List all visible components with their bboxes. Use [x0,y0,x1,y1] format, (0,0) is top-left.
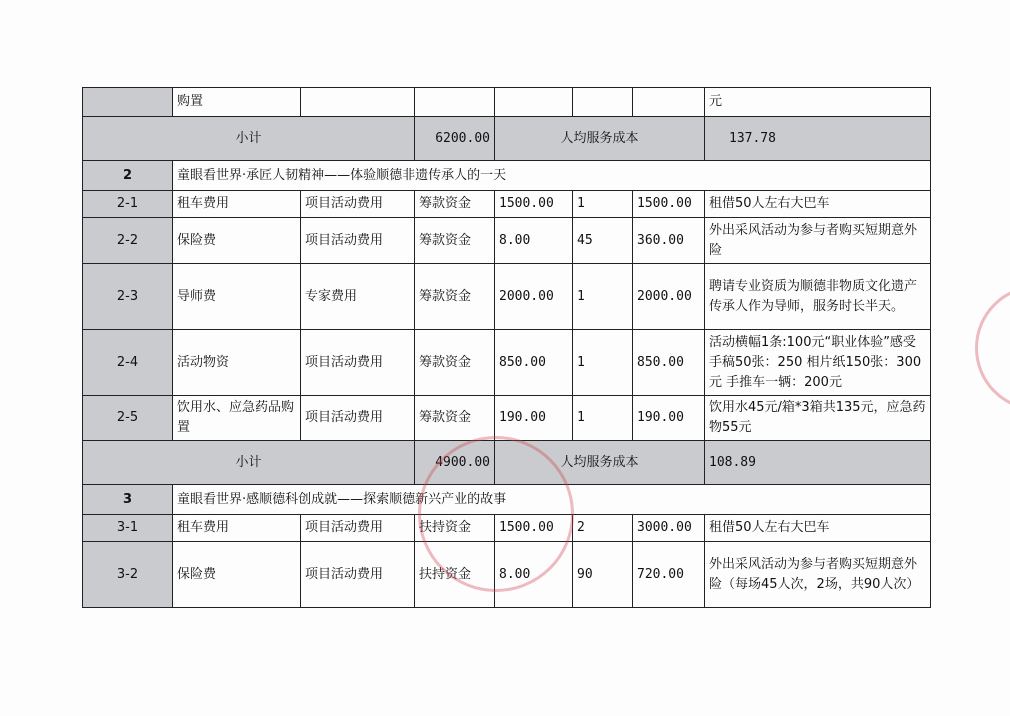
price-cell: 8.00 [495,542,573,608]
qty-cell: 90 [573,542,633,608]
section-row [83,161,931,191]
total-cell: 3000.00 [633,515,705,542]
note-cell: 聘请专业资质为顺德非物质文化遗产传承人作为导师，服务时长半天。 [705,264,931,330]
index-cell: 2-1 [83,191,173,218]
qty-cell: 1 [573,330,633,396]
table-row [83,330,931,396]
table-row [83,264,931,330]
section-title: 童眼看世界·承匠人韧精神——体验顺德非遗传承人的一天 [173,161,931,191]
index-cell: 2-5 [83,396,173,441]
subtotal-row [83,117,931,161]
item-cell: 导师费 [173,264,301,330]
price-cell: 850.00 [495,330,573,396]
total-cell: 190.00 [633,396,705,441]
index-cell: 2-2 [83,218,173,264]
qty-cell: 1 [573,191,633,218]
section-index: 3 [83,485,173,515]
index-cell: 3-1 [83,515,173,542]
note-cell: 外出采风活动为参与者购买短期意外险（每场45人次，2场，共90人次） [705,542,931,608]
table-row [83,396,931,441]
note-cell: 租借50人左右大巴车 [705,515,931,542]
category-cell: 项目活动费用 [301,330,415,396]
per-capita-value: 108.89 [705,441,931,485]
total-cell: 360.00 [633,218,705,264]
table-row [83,542,931,608]
category-cell: 项目活动费用 [301,218,415,264]
per-capita-label: 人均服务成本 [495,441,705,485]
item-cell: 饮用水、应急药品购置 [173,396,301,441]
price-cell: 8.00 [495,218,573,264]
per-capita-value: 137.78 [705,117,931,161]
price-cell: 1500.00 [495,515,573,542]
item-cell: 租车费用 [173,515,301,542]
price-cell [495,88,573,117]
total-cell: 720.00 [633,542,705,608]
price-cell: 2000.00 [495,264,573,330]
table-row [83,218,931,264]
note-cell: 元 [705,88,931,117]
table-row [83,191,931,218]
source-cell: 筹款资金 [415,218,495,264]
qty-cell: 45 [573,218,633,264]
total-cell: 850.00 [633,330,705,396]
qty-cell: 1 [573,396,633,441]
note-cell: 活动横幅1条:100元“职业体验”感受手稿50张：250 相片纸150张：300元 手推车一辆：200元 [705,330,931,396]
category-cell: 专家费用 [301,264,415,330]
subtotal-row [83,441,931,485]
seal-stamp-edge [975,285,1010,411]
subtotal-amount: 4900.00 [415,441,495,485]
table-row [83,515,931,542]
category-cell: 项目活动费用 [301,191,415,218]
category-cell [301,88,415,117]
item-cell: 租车费用 [173,191,301,218]
note-cell: 饮用水45元/箱*3箱共135元，应急药物55元 [705,396,931,441]
source-cell: 筹款资金 [415,330,495,396]
source-cell: 筹款资金 [415,396,495,441]
price-cell: 190.00 [495,396,573,441]
index-cell: 2-3 [83,264,173,330]
item-cell: 活动物资 [173,330,301,396]
qty-cell: 2 [573,515,633,542]
item-cell: 保险费 [173,542,301,608]
total-cell [633,88,705,117]
item-cell: 购置 [173,88,301,117]
budget-table [82,87,931,608]
source-cell: 筹款资金 [415,264,495,330]
index-cell [83,88,173,117]
total-cell: 2000.00 [633,264,705,330]
price-cell: 1500.00 [495,191,573,218]
section-title: 童眼看世界·感顺德科创成就——探索顺德新兴产业的故事 [173,485,931,515]
item-cell: 保险费 [173,218,301,264]
source-cell [415,88,495,117]
source-cell: 扶持资金 [415,542,495,608]
source-cell: 扶持资金 [415,515,495,542]
subtotal-label: 小计 [83,441,415,485]
note-cell: 租借50人左右大巴车 [705,191,931,218]
total-cell: 1500.00 [633,191,705,218]
qty-cell [573,88,633,117]
index-cell: 3-2 [83,542,173,608]
table-row [83,88,931,117]
qty-cell: 1 [573,264,633,330]
category-cell: 项目活动费用 [301,396,415,441]
subtotal-amount: 6200.00 [415,117,495,161]
category-cell: 项目活动费用 [301,515,415,542]
subtotal-label: 小计 [83,117,415,161]
note-cell: 外出采风活动为参与者购买短期意外险 [705,218,931,264]
section-row [83,485,931,515]
category-cell: 项目活动费用 [301,542,415,608]
index-cell: 2-4 [83,330,173,396]
per-capita-label: 人均服务成本 [495,117,705,161]
section-index: 2 [83,161,173,191]
source-cell: 筹款资金 [415,191,495,218]
